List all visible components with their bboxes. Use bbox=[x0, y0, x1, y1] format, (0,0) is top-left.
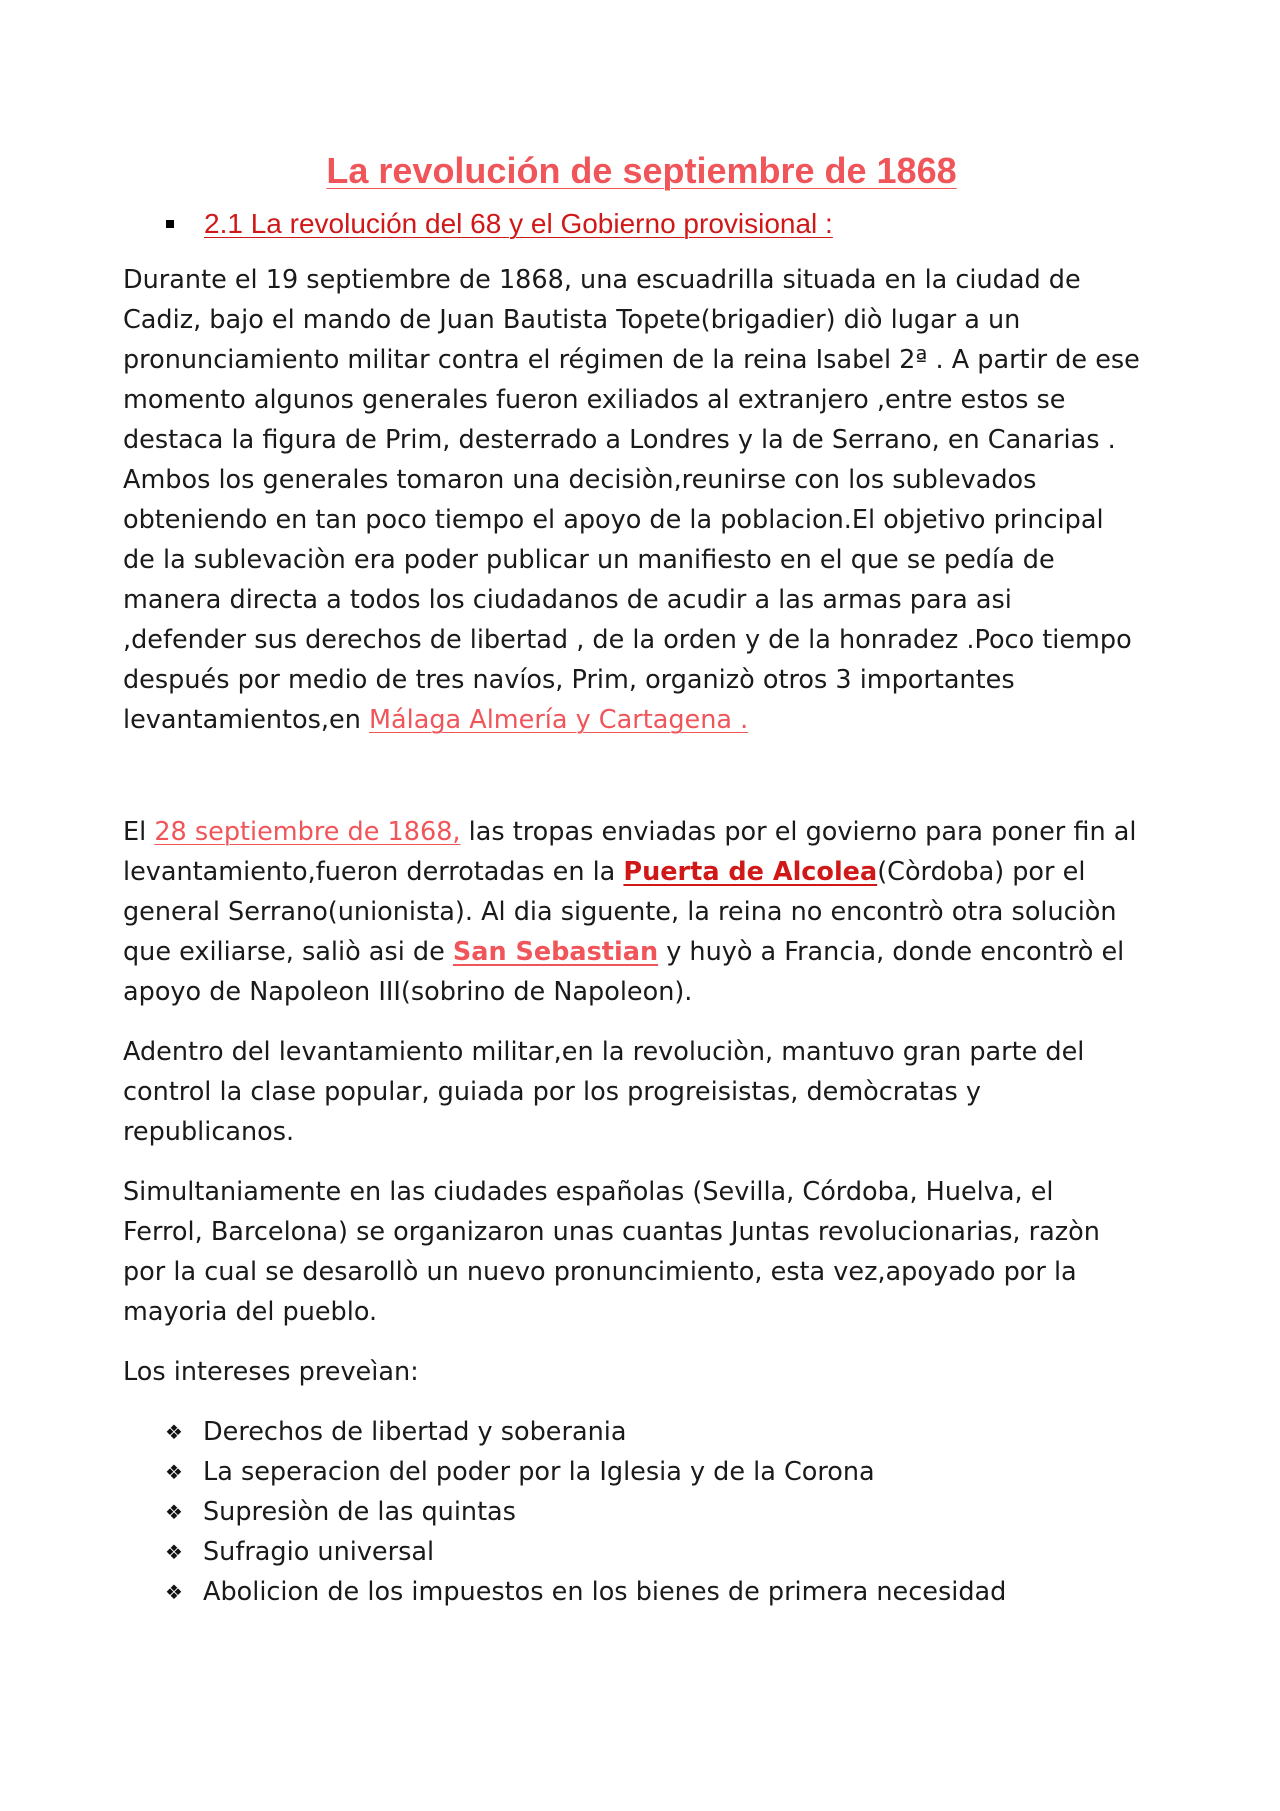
link-date[interactable]: 28 septiembre de 1868, bbox=[154, 817, 461, 847]
paragraph-4: Simultaniamente en las ciudades españolas (Sevilla, Córdoba, Huelva, el Ferrol, Barcelona) se organizaron unas cuantas Juntas revolucionarias, razòn por la cual se desarollò un nuevo pronuncimiento, esta vez,apoyado por la mayoria del pueblo. bbox=[123, 1177, 1100, 1327]
paragraph-1 bbox=[123, 260, 1140, 740]
list-item bbox=[123, 1492, 1140, 1532]
list-item-text: Supresiòn de las quintas bbox=[203, 1497, 516, 1527]
page-title: La revolución de septiembre de 1868 bbox=[326, 150, 957, 191]
diamond-bullet-icon: ❖ bbox=[165, 1420, 183, 1444]
list-item bbox=[123, 1572, 1140, 1612]
section-heading bbox=[123, 208, 1140, 240]
interests-list bbox=[123, 1412, 1140, 1612]
link-puerta-de-alcolea[interactable]: Puerta de Alcolea bbox=[623, 857, 878, 887]
list-item-text: Derechos de libertad y soberania bbox=[203, 1417, 627, 1447]
diamond-bullet-icon: ❖ bbox=[165, 1500, 183, 1524]
list-item bbox=[123, 1532, 1140, 1572]
link-san-sebastian[interactable]: San Sebastian bbox=[452, 937, 659, 967]
link-cities[interactable]: Málaga Almería y Cartagena . bbox=[369, 705, 749, 735]
paragraph-2-text-a: las tropas enviadas por el govierno para poner fin al levantamiento,fueron derrotadas en la bbox=[123, 817, 1137, 887]
list-item-text: La seperacion del poder por la Iglesia y de la Corona bbox=[203, 1457, 875, 1487]
list-item-text: Sufragio universal bbox=[203, 1537, 435, 1567]
diamond-bullet-icon: ❖ bbox=[165, 1580, 183, 1604]
paragraph-3: Adentro del levantamiento militar,en la revoluciòn, mantuvo gran parte del control la clase popular, guiada por los progreisistas, demòcratas y republicanos. bbox=[123, 1037, 1085, 1147]
diamond-bullet-icon: ❖ bbox=[165, 1540, 183, 1564]
paragraph-1-text: Durante el 19 septiembre de 1868, una escuadrilla situada en la ciudad de Cadiz, bajo el mando de Juan Bautista Topete(brigadier) diò lugar a un pronunciamiento militar contra el régimen de la reina Isabel 2ª . A partir de ese momento algunos generales fueron exiliados al extranjero ,entre estos se destaca la figura de Prim, desterrado a Londres y la de Serrano, en Canarias . Ambos los generales tomaron una decisiòn,reunirse con los sublevados obteniendo en tan poco tiempo el apoyo de la poblacion.El objetivo principal de la sublevaciòn era poder publicar un manifiesto en el que se pedía de manera directa a todos los ciudadanos de acudir a las armas para asi ,defender sus derechos de libertad , de la orden y de la honradez .Poco tiempo después por medio de tres navíos, Prim, organizò otros 3 importantes levantamientos,en bbox=[123, 265, 1140, 735]
diamond-bullet-icon: ❖ bbox=[165, 1460, 183, 1484]
paragraph-2 bbox=[123, 812, 1140, 1012]
list-item-text: Abolicion de los impuestos en los bienes de primera necesidad bbox=[203, 1577, 1007, 1607]
paragraph-5: Los intereses preveìan: bbox=[123, 1357, 419, 1387]
list-item bbox=[123, 1452, 1140, 1492]
section-heading-text: 2.1 La revolución del 68 y el Gobierno provisional : bbox=[204, 208, 833, 239]
paragraph-2-text-c: y huyò a Francia, donde encontrò el apoyo de Napoleon III(sobrino de Napoleon). bbox=[123, 937, 1125, 1007]
list-item bbox=[123, 1412, 1140, 1452]
square-bullet-icon bbox=[166, 220, 174, 228]
paragraph-2-text-b: (Còrdoba) por el general Serrano(unionista). Al dia siguente, la reina no encontrò otra soluciòn que exiliarse, saliò asi de bbox=[123, 857, 1117, 967]
paragraph-2-prefix: El bbox=[123, 817, 155, 847]
